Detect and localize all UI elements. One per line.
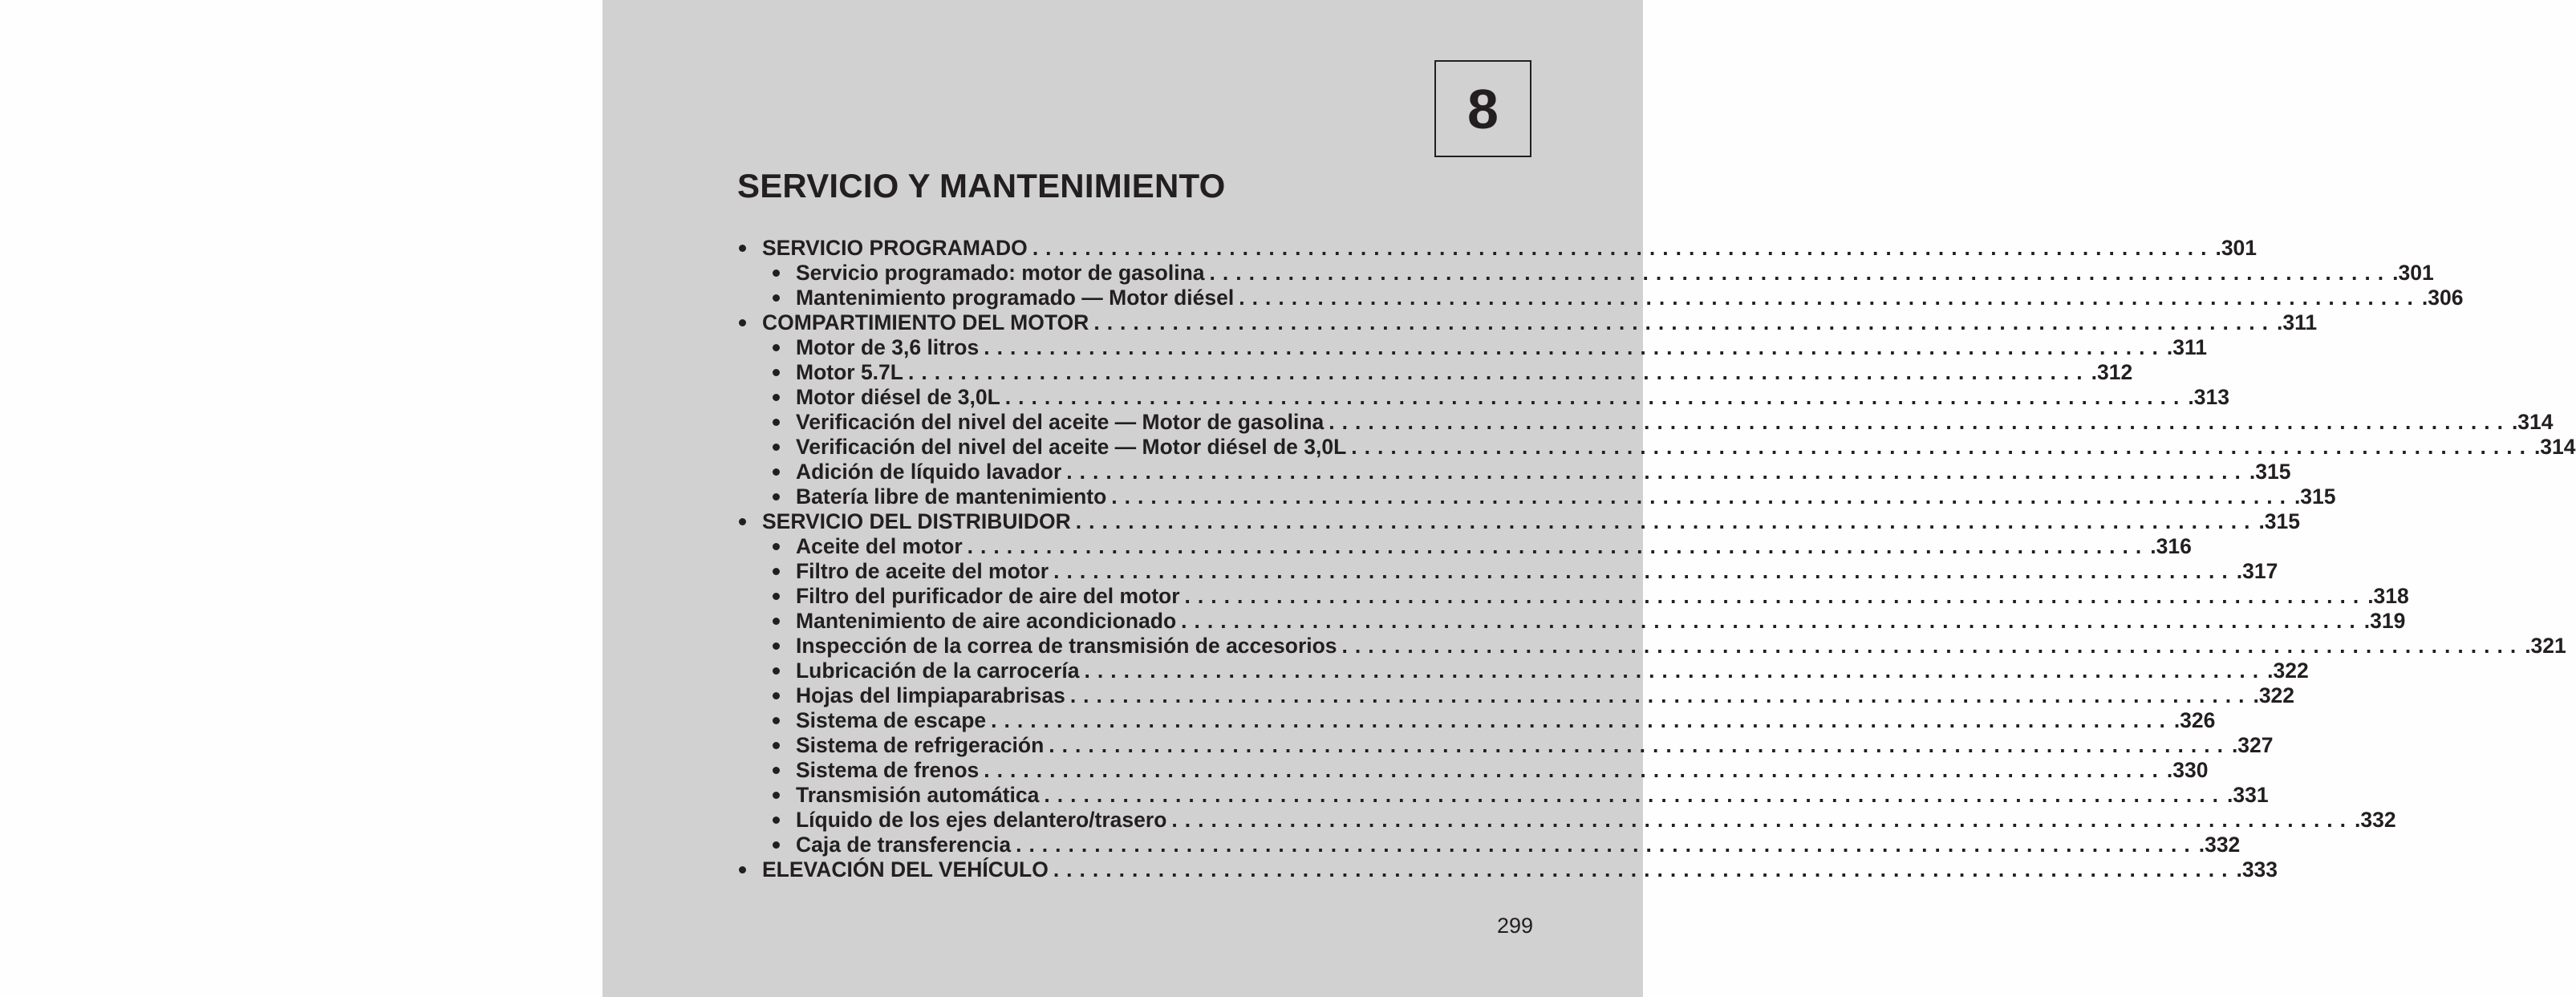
- dot-leader: ..........................................................................................: [1053, 559, 2235, 583]
- bullet-icon: [739, 245, 746, 252]
- toc-subsection-entry[interactable]: [737, 683, 2295, 708]
- toc-subsection-entry[interactable]: [737, 808, 2396, 833]
- chapter-title: SERVICIO Y MANTENIMIENTO: [737, 167, 1226, 205]
- bullet-icon: [773, 742, 780, 749]
- toc-subsection-entry[interactable]: [737, 435, 2576, 460]
- toc-subsection-entry[interactable]: [737, 659, 2309, 683]
- toc-entry-label: Verificación del nivel del aceite — Motor diésel de 3,0L: [796, 435, 1347, 459]
- table-of-contents: [737, 236, 2576, 882]
- toc-entry-label: Batería libre de mantenimiento: [796, 484, 1107, 509]
- toc-entry-label: Transmisión automática: [796, 783, 1040, 807]
- bullet-icon: [773, 792, 780, 799]
- toc-entry-page: .311: [2276, 310, 2318, 334]
- dot-leader: ..........................................................................................: [1053, 857, 2235, 881]
- dot-leader: ..........................................................................................: [1075, 509, 2258, 533]
- toc-entry-label: SERVICIO PROGRAMADO: [762, 236, 1028, 260]
- bullet-icon: [773, 394, 780, 401]
- toc-entry-label: Motor diésel de 3,0L: [796, 385, 1000, 409]
- dot-leader: ..........................................................................................: [984, 335, 2165, 359]
- dot-leader: ..........................................................................................: [1044, 783, 2226, 807]
- toc-entry-label: Filtro del purificador de aire del motor: [796, 584, 1180, 608]
- toc-subsection-entry[interactable]: [737, 360, 2133, 385]
- toc-entry-page: .322: [2253, 683, 2295, 707]
- toc-entry-label: Aceite del motor: [796, 534, 963, 558]
- toc-entry-page: .313: [2188, 385, 2229, 409]
- bullet-icon: [773, 618, 780, 625]
- dot-leader: ..........................................................................................: [1093, 310, 2275, 334]
- chapter-number: 8: [1467, 77, 1499, 140]
- toc-subsection-entry[interactable]: [737, 335, 2207, 360]
- dot-leader: ..........................................................................................: [1004, 385, 2187, 409]
- toc-entry-page: .321: [2525, 634, 2566, 658]
- toc-subsection-entry[interactable]: [737, 460, 2291, 484]
- toc-subsection-entry[interactable]: [737, 609, 2406, 634]
- bullet-icon: [773, 692, 780, 699]
- toc-section-entry[interactable]: [737, 310, 2318, 335]
- toc-entry-label: Mantenimiento programado — Motor diésel: [796, 286, 1235, 310]
- bullet-icon: [773, 270, 780, 277]
- toc-entry-page: .332: [2355, 808, 2396, 832]
- bullet-icon: [773, 444, 780, 451]
- toc-entry-label: Motor 5.7L: [796, 360, 903, 384]
- toc-entry-page: .327: [2231, 733, 2274, 757]
- dot-leader: ..........................................................................................: [907, 360, 2090, 384]
- bullet-icon: [773, 468, 780, 476]
- blank-left-page: [0, 0, 602, 997]
- dot-leader: ..........................................................................................: [967, 534, 2149, 558]
- toc-entry-label: Sistema de escape: [796, 708, 987, 732]
- bullet-icon: [739, 518, 746, 525]
- toc-subsection-entry[interactable]: [737, 833, 2241, 857]
- toc-entry-page: .326: [2173, 708, 2216, 732]
- toc-entry-label: COMPARTIMIENTO DEL MOTOR: [762, 310, 1089, 334]
- dot-leader: ..........................................................................................: [1066, 460, 2248, 484]
- toc-entry-label: Caja de transferencia: [796, 833, 1012, 857]
- dot-leader: ..........................................................................................: [1069, 683, 2252, 707]
- toc-section-entry[interactable]: [737, 857, 2278, 882]
- toc-entry-page: .330: [2166, 758, 2209, 782]
- bullet-icon: [773, 344, 780, 351]
- chapter-number-tab: [1434, 60, 1531, 157]
- toc-entry-label: Motor de 3,6 litros: [796, 335, 980, 359]
- bullet-icon: [773, 817, 780, 824]
- toc-entry-label: Líquido de los ejes delantero/trasero: [796, 808, 1167, 832]
- bullet-icon: [773, 543, 780, 550]
- bullet-icon: [773, 717, 780, 724]
- toc-entry-label: Sistema de frenos: [796, 758, 980, 782]
- toc-entry-page: .311: [2166, 335, 2207, 359]
- dot-leader: ..........................................................................................: [1049, 733, 2230, 757]
- toc-subsection-entry[interactable]: [737, 410, 2554, 435]
- bullet-icon: [773, 369, 780, 376]
- toc-subsection-entry[interactable]: [737, 484, 2336, 509]
- page-number: 299: [1496, 914, 1533, 938]
- dot-leader: ..........................................................................................: [1329, 410, 2510, 434]
- dot-leader: ..........................................................................................: [1351, 435, 2533, 459]
- toc-entry-page: .322: [2267, 659, 2309, 683]
- toc-entry-page: .312: [2091, 360, 2133, 384]
- toc-entry-label: Hojas del limpiaparabrisas: [796, 683, 1065, 707]
- bullet-icon: [739, 866, 746, 873]
- toc-subsection-entry[interactable]: [737, 559, 2278, 584]
- toc-entry-page: .331: [2227, 783, 2269, 807]
- bullet-icon: [773, 294, 780, 302]
- bullet-icon: [773, 767, 780, 774]
- toc-entry-page: .316: [2150, 534, 2192, 558]
- dot-leader: ..........................................................................................: [1084, 659, 2266, 683]
- toc-entry-label: Adición de líquido lavador: [796, 460, 1062, 484]
- bullet-icon: [773, 568, 780, 575]
- toc-entry-page: .333: [2236, 857, 2278, 881]
- toc-entry-page: .332: [2198, 833, 2241, 857]
- dot-leader: ..........................................................................................: [1111, 484, 2293, 509]
- toc-entry-page: .318: [2367, 584, 2409, 608]
- toc-entry-label: Lubricación de la carrocería: [796, 659, 1080, 683]
- toc-entry-page: .314: [2511, 410, 2554, 434]
- toc-entry-label: Mantenimiento de aire acondicionado: [796, 609, 1177, 633]
- bullet-icon: [773, 841, 780, 849]
- toc-entry-page: .301: [2392, 261, 2434, 285]
- toc-subsection-entry[interactable]: [737, 758, 2209, 783]
- dot-leader: ..........................................................................................: [1209, 261, 2391, 285]
- dot-leader: ..........................................................................................: [1341, 634, 2524, 658]
- toc-subsection-entry[interactable]: [737, 534, 2192, 559]
- dot-leader: ..........................................................................................: [1032, 236, 2214, 260]
- toc-subsection-entry[interactable]: [737, 733, 2274, 758]
- bullet-icon: [773, 667, 780, 675]
- dot-leader: ..........................................................................................: [1016, 833, 2197, 857]
- dot-leader: ..........................................................................................: [984, 758, 2165, 782]
- toc-section-entry[interactable]: [737, 509, 2301, 534]
- toc-subsection-entry[interactable]: [737, 286, 2464, 310]
- bullet-icon: [773, 593, 780, 600]
- bullet-icon: [773, 642, 780, 650]
- toc-entry-page: .319: [2363, 609, 2406, 633]
- toc-section-entry[interactable]: [737, 236, 2258, 261]
- dot-leader: ..........................................................................................: [1239, 286, 2420, 310]
- bullet-icon: [739, 319, 746, 326]
- toc-subsection-entry[interactable]: [737, 783, 2269, 808]
- dot-leader: ..........................................................................................: [1181, 609, 2363, 633]
- toc-entry-page: .306: [2421, 286, 2464, 310]
- toc-subsection-entry[interactable]: [737, 385, 2229, 410]
- toc-subsection-entry[interactable]: [737, 634, 2566, 659]
- toc-entry-label: Filtro de aceite del motor: [796, 559, 1049, 583]
- toc-entry-page: .301: [2215, 236, 2258, 260]
- toc-entry-page: .315: [2258, 509, 2301, 533]
- toc-entry-label: Sistema de refrigeración: [796, 733, 1045, 757]
- toc-entry-label: Inspección de la correa de transmisión de accesorios: [796, 634, 1337, 658]
- toc-entry-label: ELEVACIÓN DEL VEHÍCULO: [762, 857, 1049, 881]
- toc-subsection-entry[interactable]: [737, 261, 2434, 286]
- toc-subsection-entry[interactable]: [737, 708, 2216, 733]
- dot-leader: ..........................................................................................: [991, 708, 2172, 732]
- bullet-icon: [773, 493, 780, 501]
- toc-entry-page: .315: [2294, 484, 2336, 509]
- toc-subsection-entry[interactable]: [737, 584, 2409, 609]
- toc-entry-page: .317: [2236, 559, 2278, 583]
- toc-entry-label: Servicio programado: motor de gasolina: [796, 261, 1205, 285]
- toc-entry-page: .315: [2249, 460, 2291, 484]
- toc-entry-label: SERVICIO DEL DISTRIBUIDOR: [762, 509, 1071, 533]
- toc-entry-label: Verificación del nivel del aceite — Motor de gasolina: [796, 410, 1325, 434]
- dot-leader: ..........................................................................................: [1171, 808, 2354, 832]
- toc-entry-page: .314: [2533, 435, 2576, 459]
- dot-leader: ..........................................................................................: [1184, 584, 2367, 608]
- bullet-icon: [773, 419, 780, 426]
